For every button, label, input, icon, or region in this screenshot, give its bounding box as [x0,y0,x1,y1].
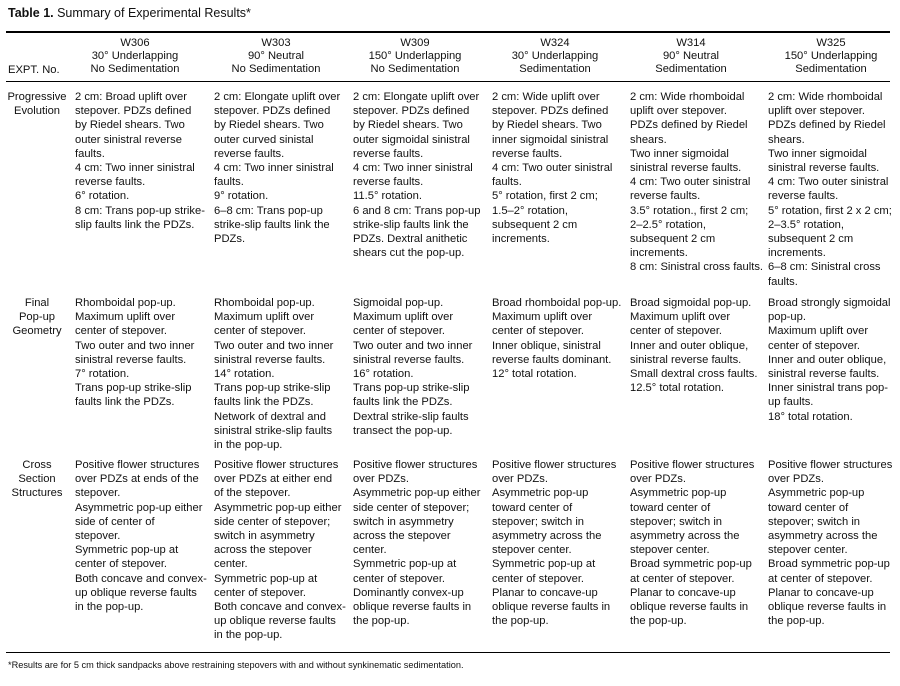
cell-line: Sigmoidal pop-up. [353,297,444,309]
cell-line: Two inner sigmoidal [768,147,867,160]
cell-line: center of stepover. [492,325,585,338]
cell-line: 2 cm: Elongate uplift over [214,91,341,103]
cell-line: center of stepover. [768,339,861,352]
cell-line: stepover center. [492,544,572,557]
cell-line: sinistral reverse faults. [353,353,465,366]
row-label-line: Evolution [13,105,61,117]
column-header [345,37,485,76]
column-header-line: Sedimentation [655,63,727,75]
cell-line: Both concave and convex- [75,572,207,585]
cell-line: over PDZs at ends of the [75,473,199,486]
cell-line: switch in asymmetry [214,530,315,543]
cell-line: up oblique reverse faults [214,615,336,628]
cell-line: by Riedel shears. Two [75,119,185,132]
table-cell [75,458,213,614]
cell-line: Broad rhomboidal pop-up. [492,297,622,309]
table-cell [214,458,352,643]
cell-line: stepover; switch in [492,515,585,528]
cell-line: over PDZs. [630,473,686,486]
cell-line: Network of dextral and [214,410,326,423]
cell-line: strike-slip faults link the [353,218,469,231]
cell-line: over PDZs at either end [214,473,333,486]
cell-line: 14° rotation. [214,368,275,381]
table-cell [768,90,900,289]
cell-line: Trans pop-up strike-slip [75,382,192,395]
cell-line: reverse faults. [75,176,146,189]
cell-line: Positive flower structures [75,459,200,471]
cell-line: uplift over stepover. [630,105,728,118]
table-cell [768,296,900,424]
cell-line: 4 cm: Two outer sinistral [768,176,889,189]
cell-line: PDZs defined by Riedel [768,119,886,132]
expt-number-label: EXPT. No. [8,64,60,76]
cell-line: of the stepover. [214,487,291,500]
cell-line: transect the pop-up. [353,424,453,437]
cell-line: Asymmetric pop-up [492,487,589,500]
cell-line: Two outer and two inner [214,339,334,352]
cell-line: Positive flower structures [630,459,755,471]
cell-line: Planar to concave-up [630,586,736,599]
cell-line: 1.5–2° rotation, [492,204,569,217]
cell-line: Asymmetric pop-up either [75,501,203,514]
cell-line: 4 cm: Two inner sinistral [214,162,334,175]
row-label [6,90,68,118]
cell-line: sinistral reverse faults. [75,353,187,366]
cell-line: slip faults link the PDZs. [75,218,195,231]
cell-line: Rhomboidal pop-up. [75,297,176,309]
cell-line: Broad sigmoidal pop-up. [630,297,752,309]
bottom-rule [6,652,890,653]
cell-line: faults. [75,147,105,160]
table-cell [75,296,213,410]
cell-line: asymmetry across the [630,530,740,543]
cell-line: 3.5° rotation., first 2 cm; [630,204,749,217]
cell-line: center. [214,558,248,571]
cell-line: 8 cm: Trans pop-up strike- [75,204,205,217]
cell-line: center of stepover. [353,325,446,338]
cell-line: 2 cm: Wide rhomboidal [768,91,883,103]
cell-line: center of stepover. [630,325,723,338]
cell-line: stepover. [75,530,121,543]
cell-line: 12.5° total rotation. [630,382,725,395]
cell-line: Broad strongly sigmoidal [768,297,891,309]
cell-line: Symmetric pop-up at [214,572,318,585]
cell-line: Two outer and two inner [75,339,195,352]
cell-line: in the pop-up. [75,601,144,614]
cell-line: Rhomboidal pop-up. [214,297,315,309]
cell-line: reverse faults. [630,190,701,203]
cell-line: 9° rotation. [214,190,269,203]
cell-line: Trans pop-up strike-slip [353,382,470,395]
column-header [621,37,761,76]
table-cell [492,90,630,246]
cell-line: Inner and outer oblique, [768,353,887,366]
row-label-line: Structures [11,487,63,499]
table-cell [353,296,491,438]
cell-line: Dominantly convex-up [353,586,464,599]
row-label-line: Progressive [7,91,67,103]
cell-line: outer sinistral reverse [75,133,182,146]
table-cell [630,458,768,628]
column-header [65,37,205,76]
cell-line: oblique reverse faults in [353,601,472,614]
cell-line: stepover; switch in [768,515,861,528]
cell-line: stepover; switch in [630,515,723,528]
cell-line: Inner and outer oblique, [630,339,749,352]
column-header-line: Sedimentation [519,63,591,75]
cell-line: side of center of [75,515,155,528]
cell-line: center of stepover. [214,325,307,338]
cell-line: over PDZs. [353,473,409,486]
cell-line: Planar to concave-up [768,586,874,599]
table-cell [353,458,491,628]
cell-line: 11.5° rotation. [353,190,422,203]
cell-line: reverse faults. [768,190,839,203]
cell-line: across the stepover [214,544,312,557]
cell-line: outer sigmoidal sinistral [353,133,470,146]
cell-line: 5° rotation, first 2 cm; [492,190,598,203]
cell-line: 8 cm: Sinistral cross faults. [630,261,764,274]
cell-line: 4 cm: Two inner sinistral [75,162,195,175]
row-label-line: Geometry [12,325,62,337]
cell-line: 6–8 cm: Trans pop-up [214,204,323,217]
cell-line: toward center of [630,501,711,514]
cell-line: the pop-up. [492,615,549,628]
cell-line: toward center of [492,501,573,514]
cell-line: at center of stepover. [630,572,735,585]
cell-line: faults link the PDZs. [214,396,314,409]
cell-line: increments. [492,233,550,246]
cell-line: stepover. PDZs defined [492,105,609,118]
cell-line: faults. [768,275,798,288]
cell-line: Maximum uplift over [353,311,454,324]
table-cell [768,458,900,628]
table-cell [492,458,630,628]
cell-line: 6° rotation. [75,190,130,203]
cell-line: 18° total rotation. [768,410,853,423]
cell-line: stepover center. [630,544,710,557]
cell-line: Planar to concave-up [492,586,598,599]
cell-line: stepover center. [768,544,848,557]
row-label [6,296,68,338]
cell-line: Asymmetric pop-up [768,487,865,500]
cell-line: Symmetric pop-up at [75,544,179,557]
column-header-line: 150° Underlapping [368,50,462,62]
cell-line: subsequent 2 cm [630,233,716,246]
column-header [206,37,346,76]
cell-line: Positive flower structures [214,459,339,471]
cell-line: Positive flower structures [353,459,478,471]
cell-line: 5° rotation, first 2 x 2 cm; [768,204,892,217]
row-label-line: Pop-up [18,311,56,323]
cell-line: at center of stepover. [768,572,873,585]
cell-line: 2–3.5° rotation, [768,218,845,231]
cell-line: subsequent 2 cm [768,233,854,246]
cell-line: shears cut the pop-up. [353,247,465,260]
cell-line: oblique reverse faults in [630,601,749,614]
cell-line: by Riedel shears. Two [492,119,602,132]
cell-line: center of stepover. [214,586,307,599]
cell-line: center of stepover. [75,325,168,338]
cell-line: side center of stepover; [353,501,470,514]
cell-line: reverse faults. [214,147,285,160]
column-header [761,37,900,76]
cell-line: faults link the PDZs. [353,396,453,409]
table-cell [214,296,352,452]
table-caption [8,6,251,20]
table-cell [353,90,491,260]
cell-line: stepover. PDZs defined [214,105,331,118]
cell-line: Two inner sigmoidal [630,147,729,160]
column-header-line: W324 [540,37,570,49]
cell-line: shears. [630,133,667,146]
row-label-line: Final [24,297,50,309]
cell-line: 16° rotation. [353,368,414,381]
cell-line: Maximum uplift over [75,311,176,324]
cell-line: Asymmetric pop-up either [214,501,342,514]
cell-line: 6 and 8 cm: Trans pop-up [353,204,481,217]
cell-line: side center of stepover; [214,515,331,528]
column-header-line: No Sedimentation [90,63,180,75]
cell-line: reverse faults. [353,176,424,189]
cell-line: faults. [214,176,244,189]
cell-line: asymmetry across the [768,530,878,543]
column-header-line: W314 [676,37,706,49]
cell-line: center. [353,544,387,557]
column-header-line: W306 [120,37,150,49]
cell-line: 4 cm: Two outer sinistral [630,176,751,189]
cell-line: Broad symmetric pop-up [768,558,890,571]
column-header-line: 30° Underlapping [91,50,179,62]
cell-line: Symmetric pop-up at [492,558,596,571]
row-label [6,458,68,500]
table-cell [214,90,352,246]
cell-line: pop-up. [768,311,806,324]
cell-line: sinistral reverse faults. [630,353,742,366]
column-header-line: W325 [816,37,846,49]
cell-line: Inner oblique, sinistral [492,339,601,352]
row-label-line: Cross [22,459,52,471]
cell-line: 6–8 cm: Sinistral cross [768,261,881,274]
cell-line: in the pop-up. [214,629,283,642]
cell-line: PDZs defined by Riedel [630,119,748,132]
cell-line: sinistral reverse faults. [768,162,880,175]
cell-line: in the pop-up. [214,439,283,452]
cell-line: Maximum uplift over [768,325,869,338]
header-rule [6,81,890,82]
cell-line: sinistral strike-slip faults [214,424,333,437]
cell-line: by Riedel shears. Two [214,119,324,132]
column-header-line: 90° Neutral [247,50,305,62]
cell-line: reverse faults. [492,147,563,160]
cell-line: across the stepover [353,530,451,543]
column-header-line: Sedimentation [795,63,867,75]
cell-line: reverse faults. [353,147,424,160]
column-header-line: W309 [400,37,430,49]
cell-line: Broad symmetric pop-up [630,558,752,571]
cell-line: Both concave and convex- [214,601,346,614]
cell-line: 12° total rotation. [492,368,577,381]
table-footnote: *Results are for 5 cm thick sandpacks above restraining stepovers with and without synkinematic sedimentation. [8,660,464,670]
cell-line: stepover. PDZs defined [353,105,470,118]
cell-line: sinistral reverse faults. [214,353,326,366]
cell-line: Asymmetric pop-up [630,487,727,500]
row-label-line: Section [18,473,56,485]
cell-line: center of stepover. [492,572,585,585]
table-cell [492,296,630,381]
column-header-line: No Sedimentation [231,63,321,75]
cell-line: faults link the PDZs. [75,396,175,409]
cell-line: Positive flower structures [768,459,893,471]
cell-line: Dextral strike-slip faults [353,410,469,423]
cell-line: Inner sinistral trans pop- [768,382,889,395]
cell-line: 2 cm: Broad uplift over [75,91,187,103]
cell-line: Maximum uplift over [492,311,593,324]
cell-line: Symmetric pop-up at [353,558,457,571]
table-cell [630,90,768,275]
column-header [485,37,625,76]
cell-line: PDZs. [214,233,246,246]
cell-line: uplift over stepover. [768,105,866,118]
cell-line: up faults. [768,396,814,409]
cell-line: reverse faults dominant. [492,353,612,366]
cell-line: Maximum uplift over [214,311,315,324]
cell-line: sinistral reverse faults. [630,162,742,175]
cell-line: center of stepover. [75,558,168,571]
cell-line: oblique reverse faults in [768,601,887,614]
cell-line: inner sigmoidal sinistral [492,133,609,146]
cell-line: PDZs. Dextral anithetic [353,233,468,246]
cell-line: over PDZs. [768,473,824,486]
cell-line: Small dextral cross faults. [630,368,758,381]
cell-line: 7° rotation. [75,368,130,381]
cell-line: 4 cm: Two outer sinistral [492,162,613,175]
column-header-line: 30° Underlapping [511,50,599,62]
cell-line: oblique reverse faults in [492,601,611,614]
cell-line: sinistral reverse faults. [768,368,880,381]
cell-line: toward center of [768,501,849,514]
cell-line: shears. [768,133,805,146]
cell-line: the pop-up. [630,615,687,628]
cell-line: increments. [768,247,826,260]
cell-line: by Riedel shears. Two [353,119,463,132]
cell-line: center of stepover. [353,572,446,585]
cell-line: Asymmetric pop-up either [353,487,481,500]
top-rule [6,31,890,33]
cell-line: increments. [630,247,688,260]
column-header-line: 90° Neutral [662,50,720,62]
cell-line: 4 cm: Two inner sinistral [353,162,473,175]
cell-line: 2 cm: Elongate uplift over [353,91,480,103]
table-number: Table 1. [8,6,54,20]
cell-line: stepover. PDZs defined [75,105,192,118]
cell-line: Two outer and two inner [353,339,473,352]
table-title: Summary of Experimental Results* [53,6,251,20]
cell-line: 2 cm: Wide rhomboidal [630,91,745,103]
cell-line: Maximum uplift over [630,311,731,324]
cell-line: strike-slip faults link the [214,218,330,231]
cell-line: up oblique reverse faults [75,586,197,599]
cell-line: asymmetry across the [492,530,602,543]
cell-line: subsequent 2 cm [492,218,578,231]
cell-line: the pop-up. [353,615,410,628]
cell-line: Trans pop-up strike-slip [214,382,331,395]
cell-line: stepover. [75,487,121,500]
cell-line: switch in asymmetry [353,515,454,528]
column-header-line: 150° Underlapping [784,50,878,62]
cell-line: 2–2.5° rotation, [630,218,707,231]
column-header-line: W303 [261,37,291,49]
cell-line: outer curved sinistal [214,133,314,146]
column-header-line: No Sedimentation [370,63,460,75]
cell-line: the pop-up. [768,615,825,628]
cell-line: 2 cm: Wide uplift over [492,91,600,103]
cell-line: over PDZs. [492,473,548,486]
cell-line: Positive flower structures [492,459,617,471]
table-cell [630,296,768,395]
cell-line: faults. [492,176,522,189]
table-cell [75,90,213,232]
